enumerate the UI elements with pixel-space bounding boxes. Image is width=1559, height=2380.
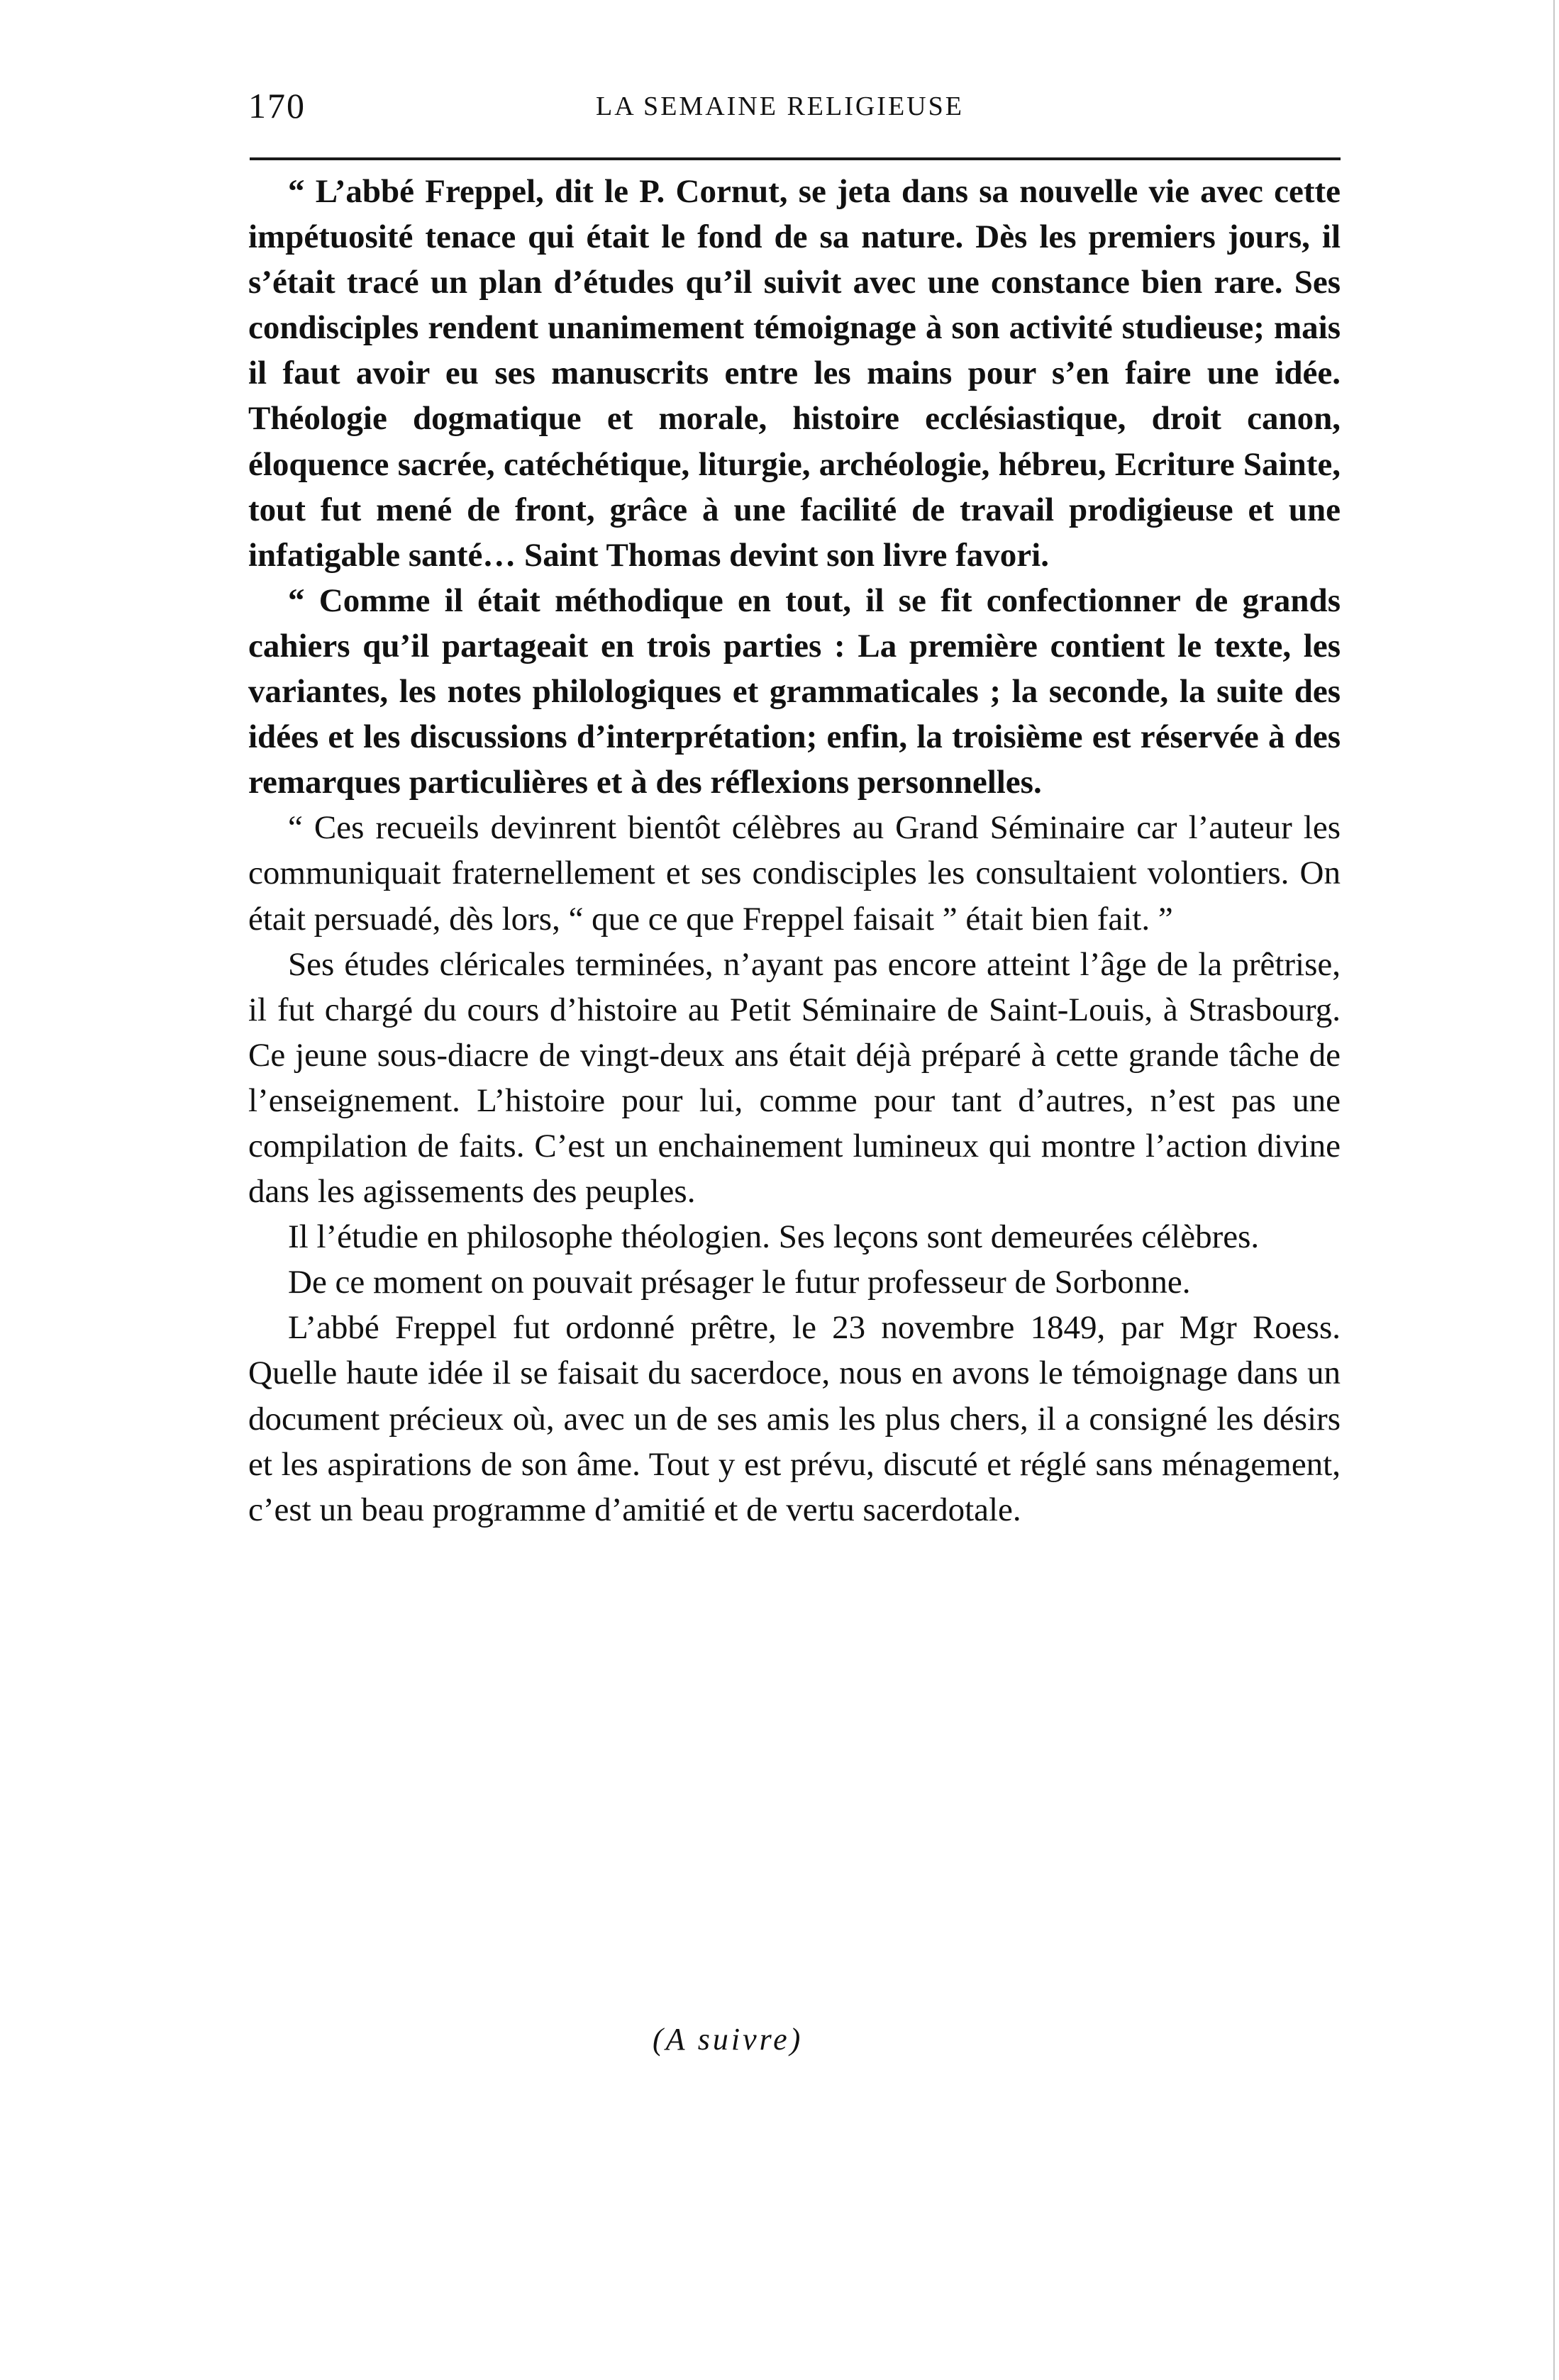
page-header xyxy=(248,85,1341,135)
header-rule xyxy=(250,157,1341,160)
paragraph-4: Ses études cléricales terminées, n’ayant pas encore atteint l’âge de la prêtrise, il fut chargé du cours d’histoire au Petit Séminaire de Saint-Louis, à Strasbourg. Ce jeune sous-diacre de vingt-deux ans était déjà préparé à cette grande tâche de l’enseignement. L’histoire pour lui, comme pour tant d’autres, n’est pas une compilation de faits. C’est un enchainement lumineux qui montre l’action divine dans les agissements des peuples. xyxy=(248,945,1341,1211)
paragraph-7: L’abbé Freppel fut ordonné prêtre, le 23 novembre 1849, par Mgr Roess. Quelle haute idée il se faisait du sacerdoce, nous en avons le témoignage dans un document précieux où, avec un de ses amis les plus chers, il a consigné les désirs et les aspirations de son âme. Tout y est prévu, discuté et réglé sans ménagement, c’est un beau programme d’amitié et de vertu sacerdotale. xyxy=(248,1309,1341,1528)
article-body xyxy=(248,169,1341,1533)
page-edge-line xyxy=(1553,0,1555,2380)
paragraph-quote-1: “ L’abbé Freppel, dit le P. Cornut, se jeta dans sa nouvelle vie avec cette impétuosité tenace qui était le fond de sa nature. Dès les premiers jours, il s’était tracé un plan d’études qu’il suivit avec une constance bien rare. Ses condisciples rendent unanimement témoignage à son activité studieuse; mais il faut avoir eu ses manuscrits entre les mains pour s’en faire une idée. Théologie dogmatique et morale, histoire ecclésiastique, droit canon, éloquence sacrée, catéchétique, liturgie, archéologie, hébreu, Ecriture Sainte, tout fut mené de front, grâce à une facilité de travail prodigieuse et une infatigable santé… Saint Thomas devint son livre favori. xyxy=(248,173,1341,574)
page-number: 170 xyxy=(248,86,306,126)
paragraph-quote-2: “ Comme il était méthodique en tout, il se fit confectionner de grands cahiers qu’il partageait en trois parties : La première contient le texte, les variantes, les notes philologiques et grammaticales ; la seconde, la suite des idées et les discussions d’interprétation; enfin, la troisième est réservée à des remarques particulières et à des réflexions personnelles. xyxy=(248,582,1341,801)
paragraph-6: De ce moment on pouvait présager le futur professeur de Sorbonne. xyxy=(288,1264,1191,1301)
running-title: LA SEMAINE RELIGIEUSE xyxy=(596,91,964,121)
paragraph-5: Il l’étudie en philosophe théologien. Ses leçons sont demeurées célèbres. xyxy=(288,1218,1260,1256)
to-be-continued: (A suivre) xyxy=(653,2022,804,2057)
paragraph-quote-3: “ Ces recueils devinrent bientôt célèbres au Grand Séminaire car l’auteur les communiquait fraternellement et ses condisciples les consultaient volontiers. On était persuadé, dès lors, “ que ce que Freppel faisait ” était bien fait. ” xyxy=(248,809,1341,938)
